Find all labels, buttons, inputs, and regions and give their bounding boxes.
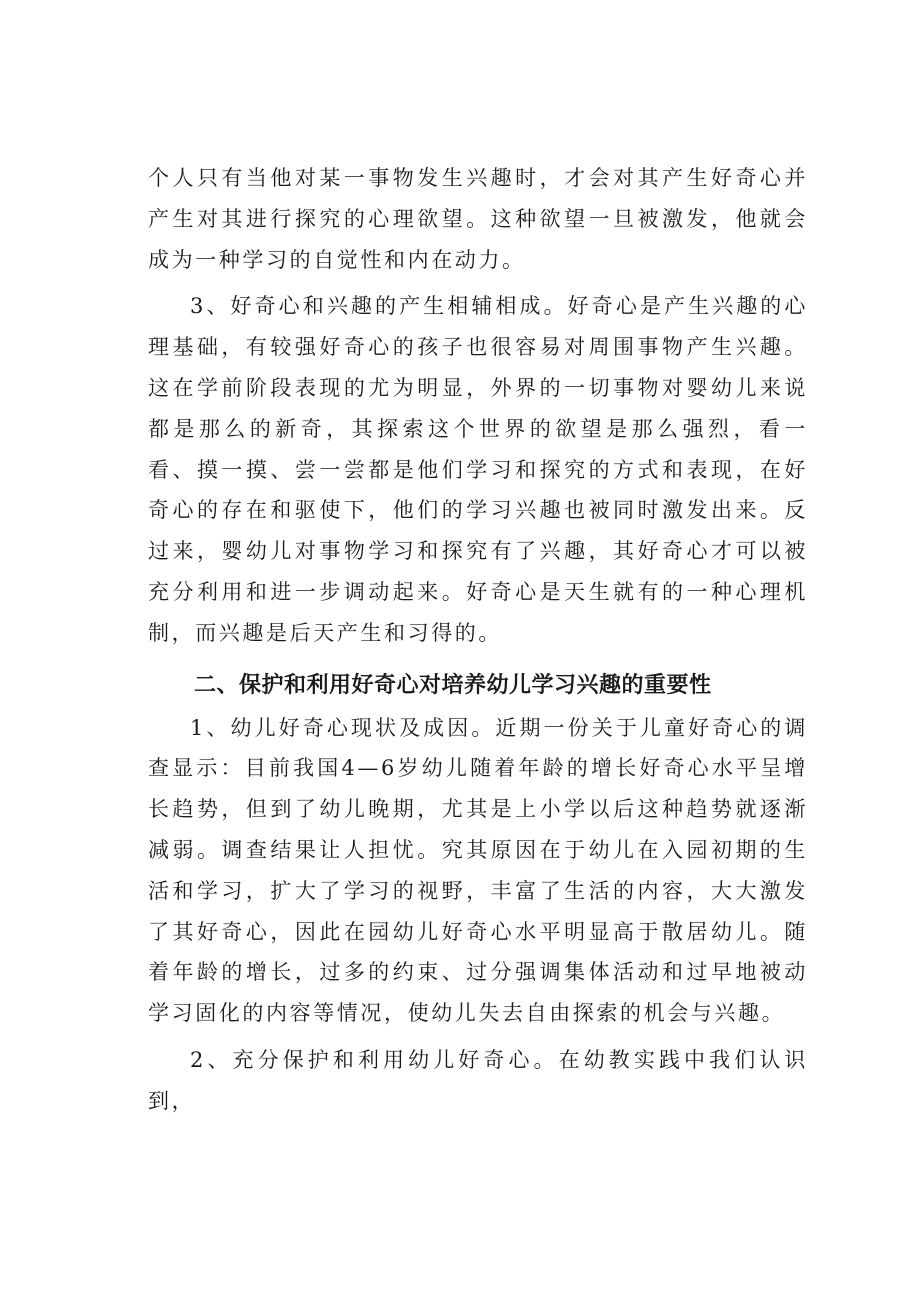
paragraph-continued: 个人只有当他对某一事物发生兴趣时，才会对其产生好奇心并产生对其进行探究的心理欲望。这种欲望一旦被激发，他就会成为一种学习的自觉性和内在动力。 (148, 166, 808, 272)
paragraph-gap (148, 654, 808, 660)
paragraph-point-3: 3、好奇心和兴趣的产生相辅相成。好奇心是产生兴趣的心理基础，有较强好奇心的孩子也很容易对周围事物产生兴趣。这在学前阶段表现的尤为明显，外界的一切事物对婴幼儿来说都是那么的新奇，其探索这个世界的欲望是那么强烈，看一看、摸一摸、尝一尝都是他们学习和探究的方式和表现，在好奇心的存在和驱使下，他们的学习兴趣也被同时激发出来。反过来，婴幼儿对事物学习和探究有了兴趣，其好奇心才可以被充分利用和进一步调动起来。好奇心是天生就有的一种心理机制，而兴趣是后天产生和习得的。 (148, 294, 808, 645)
document-body (148, 158, 808, 1122)
paragraph-point-2: 2、充分保护和利用幼儿好奇心。在幼教实践中我们认识到， (148, 1047, 808, 1113)
paragraph-point-1: 1、幼儿好奇心现状及成因。近期一份关于儿童好奇心的调查显示：目前我国4—6岁幼儿随着年龄的增长好奇心水平呈增长趋势，但到了幼儿晚期，尤其是上小学以后这种趋势就逐渐减弱。调查结果让人担忧。究其原因在于幼儿在入园初期的生活和学习，扩大了学习的视野，丰富了生活的内容，大大激发了其好奇心，因此在园幼儿好奇心水平明显高于散居幼儿。随着年龄的增长，过多的约束、过分强调集体活动和过早地被动学习固化的内容等情况，使幼儿失去自由探索的机会与兴趣。 (148, 715, 808, 1026)
section-heading: 二、保护和利用好奇心对培养幼儿学习兴趣的重要性 (194, 672, 712, 698)
